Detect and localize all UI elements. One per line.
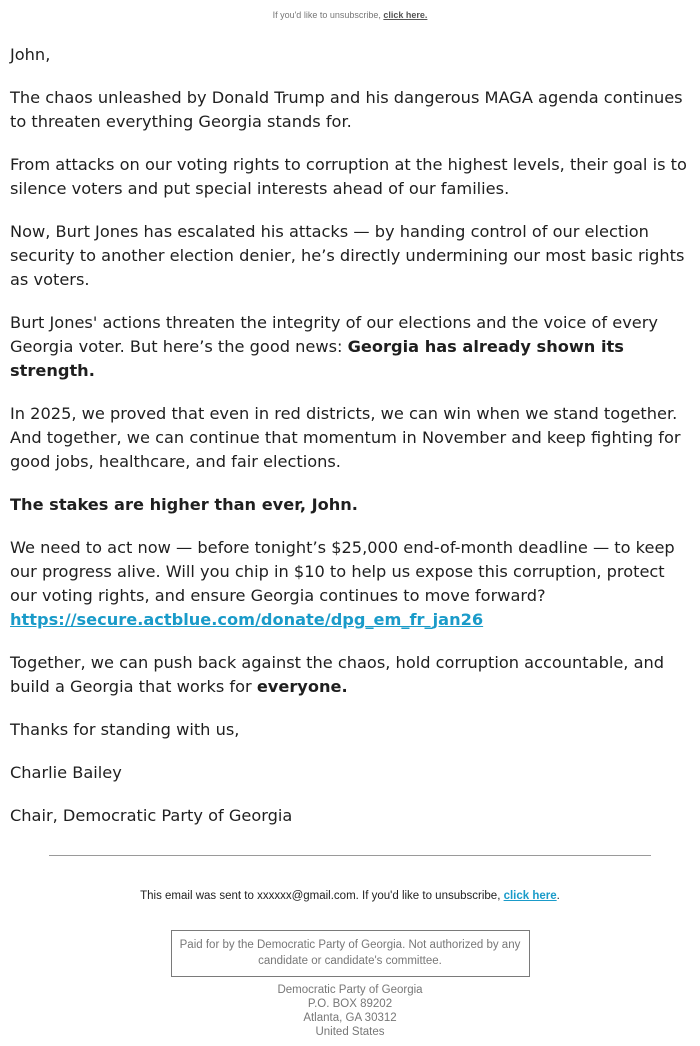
paragraph-8 (10, 651, 690, 699)
paragraph-8-bold: everyone. (256, 677, 348, 696)
address-org: Democratic Party of Georgia (277, 984, 423, 996)
paragraph-2: From attacks on our voting rights to corruption at the highest levels, their goal is to silence voters and put special interests ahead of our families. (10, 155, 687, 198)
stakes-heading: The stakes are higher than ever, John. (10, 495, 358, 514)
email-body (0, 43, 700, 828)
address-city: Atlanta, GA 30312 (303, 1012, 397, 1024)
top-unsubscribe-text: If you'd like to unsubscribe, (272, 10, 381, 20)
paragraph-1: The chaos unleashed by Donald Trump and his dangerous MAGA agenda continues to threaten everything Georgia stands for. (10, 88, 683, 131)
footer-unsubscribe-link[interactable]: click here (503, 890, 557, 902)
greeting: John, (10, 45, 51, 64)
paragraph-4-bold: Georgia has already shown its strength. (10, 337, 624, 380)
footer-sent-suffix: . (556, 890, 560, 902)
paragraph-3: Now, Burt Jones has escalated his attacks — by handing control of our election security to another election denier, he’s directly undermining our most basic rights as voters. (10, 222, 685, 289)
paragraph-4-text: Burt Jones' actions threaten the integrity of our elections and the voice of every Georgia voter. But here’s the good news: (10, 313, 659, 356)
footer-sent-notice (0, 890, 700, 902)
footer-sent-text: This email was sent to xxxxxx@gmail.com. If you'd like to unsubscribe, (140, 890, 504, 902)
donate-link[interactable]: https://secure.actblue.com/donate/dpg_em_fr_jan26 (10, 610, 484, 629)
signer-title: Chair, Democratic Party of Georgia (10, 806, 293, 825)
footer-divider (49, 855, 651, 856)
mailing-address (0, 983, 700, 1039)
top-unsubscribe-link[interactable]: click here. (383, 10, 428, 20)
paragraph-7-text: We need to act now — before tonight’s $25,000 end-of-month deadline — to keep our progress alive. Will you chip in $10 to help us expose this corruption, protect our voting rights, and ensure Georgia continues to move forward? (10, 538, 675, 605)
paid-for-disclaimer: Paid for by the Democratic Party of Georgia. Not authorized by any candidate or candidate's committee. (171, 930, 530, 977)
signoff: Thanks for standing with us, (10, 720, 240, 739)
paragraph-5: In 2025, we proved that even in red districts, we can win when we stand together. And together, we can continue that momentum in November and keep fighting for good jobs, healthcare, and fair elections. (10, 404, 681, 471)
paragraph-7 (10, 536, 690, 632)
paragraph-6 (10, 493, 690, 517)
signer-name: Charlie Bailey (10, 763, 122, 782)
paragraph-8-text: Together, we can push back against the chaos, hold corruption accountable, and build a Georgia that works for (10, 653, 665, 696)
paragraph-4 (10, 311, 690, 383)
address-po-box: P.O. BOX 89202 (307, 998, 393, 1010)
address-country: United States (315, 1026, 385, 1038)
top-unsubscribe-line (0, 0, 700, 24)
